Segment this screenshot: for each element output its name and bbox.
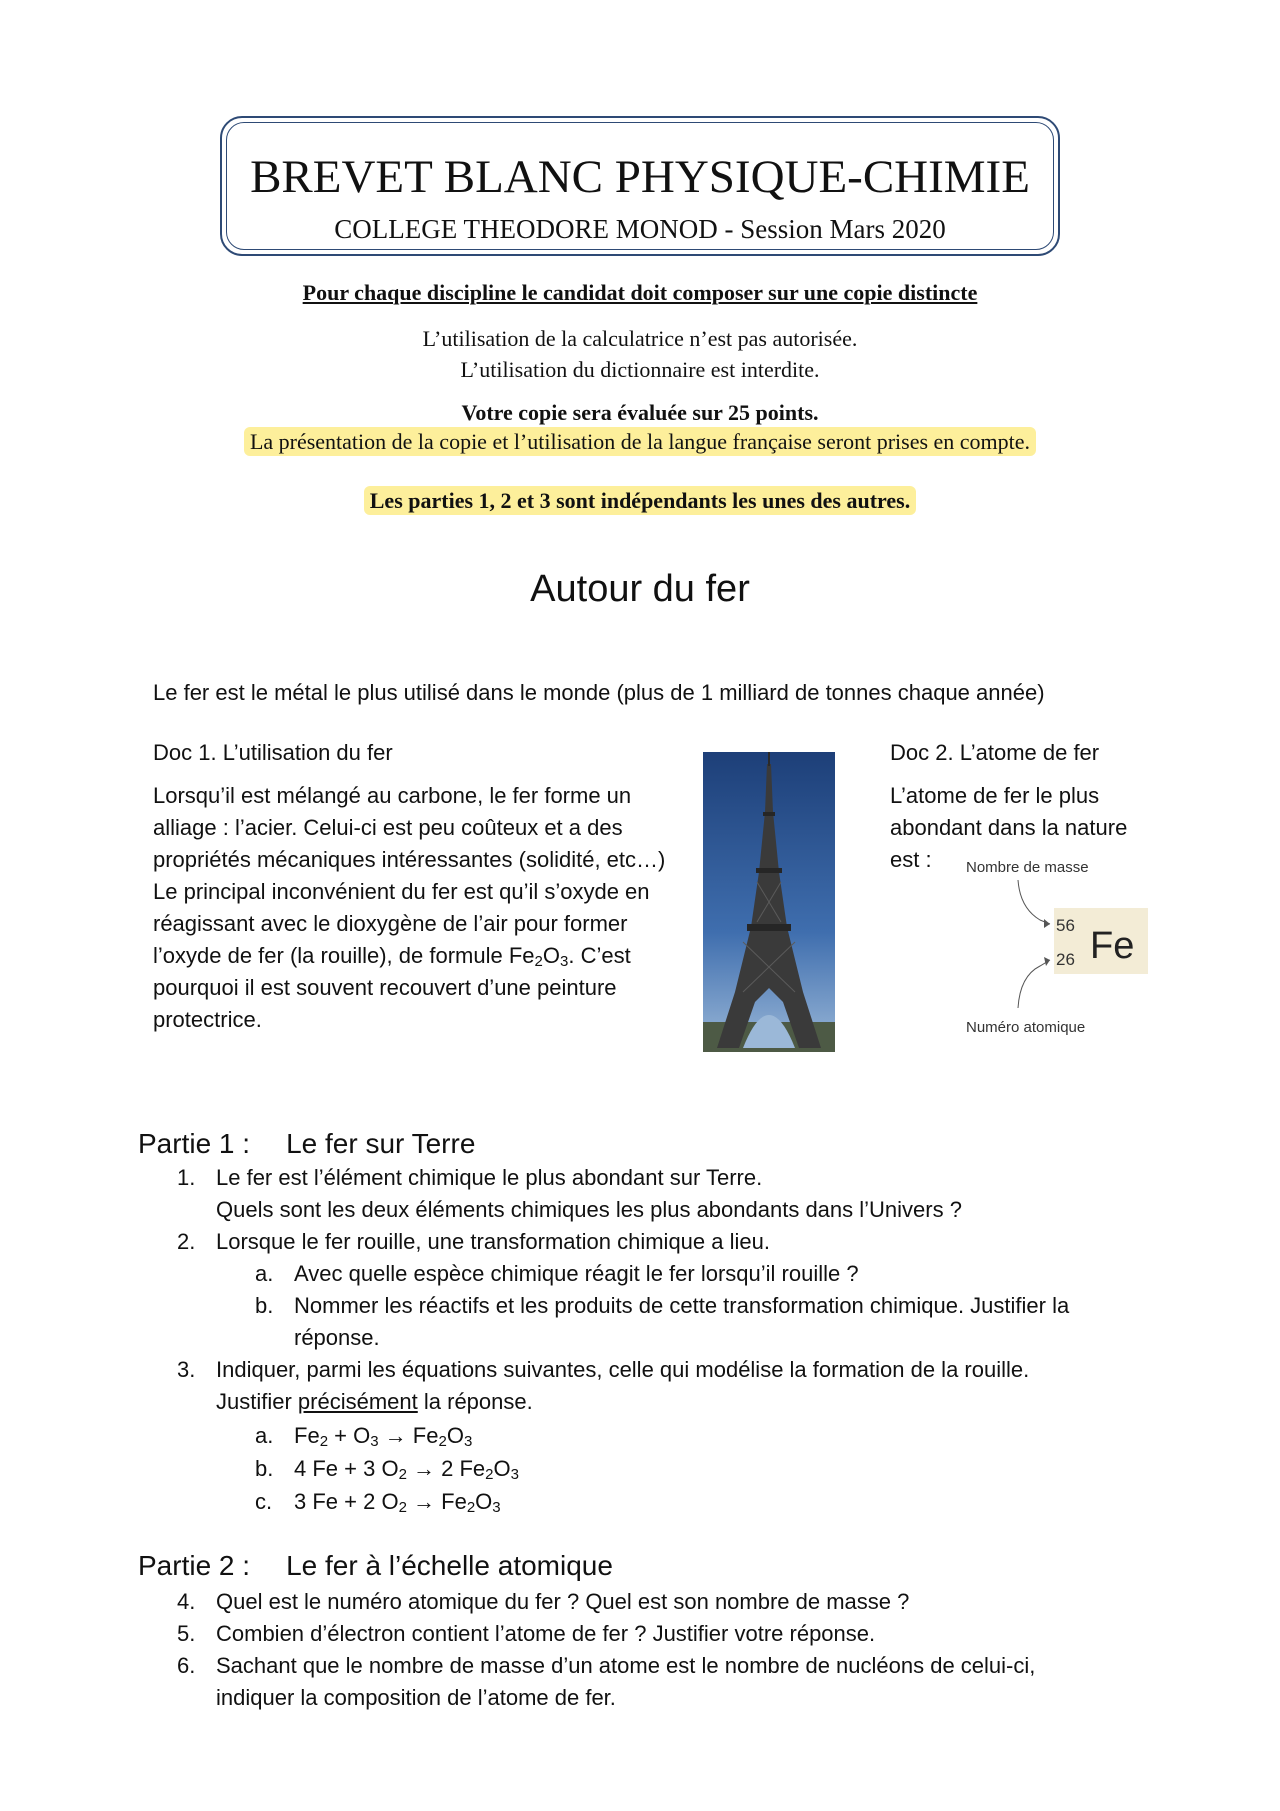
calculator-rule: L’utilisation de la calculatrice n’est pas autorisée.	[422, 326, 858, 351]
doc2-title: Doc 2. L’atome de fer	[890, 740, 1100, 765]
evaluation-note: Votre copie sera évaluée sur 25 points.	[461, 400, 819, 425]
iron-atom-notation-figure	[960, 858, 1150, 1038]
q3-number: 3.	[177, 1357, 196, 1382]
q6-number: 6.	[177, 1653, 196, 1678]
part2-heading	[138, 1550, 613, 1582]
q5-text: Combien d’électron contient l’atome de fer ? Justifier votre réponse.	[216, 1621, 876, 1646]
q2b-line2: réponse.	[294, 1325, 380, 1350]
part1-title: Le fer sur Terre	[286, 1128, 476, 1159]
equation-a: $Fe_2 + O_3 \to Fe_2O_3$	[294, 1423, 473, 1450]
q3-line2: Justifier précisément la réponse.	[216, 1389, 533, 1414]
q3-line1: Indiquer, parmi les équations suivantes, celle qui modélise la formation de la rouille.	[216, 1357, 1030, 1382]
part1-label: Partie 1 :	[138, 1128, 251, 1159]
parties-note-row	[0, 488, 1280, 514]
doc1-body	[153, 780, 683, 1036]
q2a-text: Avec quelle espèce chimique réagit le fer lorsqu’il rouille ?	[294, 1261, 859, 1286]
exam-subtitle: COLLEGE THEODORE MONOD - Session Mars 2020	[334, 214, 946, 244]
q5-number: 5.	[177, 1621, 196, 1646]
doc1-paragraph-2: Le principal inconvénient du fer est qu’il s’oxyde en réagissant avec le dioxygène de l’air pour former l’oxyde de fer (la rouille), de formule $Fe_2O_3$. C’est pourquoi il est souvent recouvert d’une peinture protectrice.	[153, 879, 650, 1032]
eiffel-tower-image	[703, 752, 835, 1052]
q2a-letter: a.	[255, 1261, 274, 1286]
dictionary-rule: L’utilisation du dictionnaire est interdite.	[460, 357, 820, 382]
presentation-note-row	[0, 429, 1280, 455]
part2-label: Partie 2 :	[138, 1550, 251, 1581]
main-title: Autour du fer	[530, 568, 750, 610]
atomic-number: 26	[1056, 950, 1075, 969]
q6-line2: indiquer la composition de l’atome de fer.	[216, 1685, 616, 1710]
q4-text: Quel est le numéro atomique du fer ? Quel est son nombre de masse ?	[216, 1589, 910, 1614]
q4-number: 4.	[177, 1589, 196, 1614]
header-box	[220, 116, 1060, 256]
q2-text: Lorsque le fer rouille, une transformation chimique a lieu.	[216, 1229, 770, 1254]
intro-text: Le fer est le métal le plus utilisé dans le monde (plus de 1 milliard de tonnes chaque année)	[153, 680, 1045, 705]
q1-number: 1.	[177, 1165, 196, 1190]
q2b-letter: b.	[255, 1293, 274, 1318]
doc1-title: Doc 1. L’utilisation du fer	[153, 740, 393, 765]
part1-heading	[138, 1128, 475, 1160]
eq-c-letter: c.	[255, 1489, 273, 1514]
q3-emphasis: précisément	[297, 1389, 418, 1414]
mass-number-label: Nombre de masse	[966, 859, 1089, 876]
atomic-number-label: Numéro atomique	[966, 1019, 1086, 1036]
q1-line1: Le fer est l’élément chimique le plus abondant sur Terre.	[216, 1165, 763, 1190]
parties-note: Les parties 1, 2 et 3 sont indépendants les unes des autres.	[364, 486, 916, 515]
element-symbol: Fe	[1090, 925, 1135, 967]
doc2-body: L’atome de fer le plus abondant dans la nature est :	[890, 783, 1128, 872]
q1-line2: Quels sont les deux éléments chimiques les plus abondants dans l’Univers ?	[216, 1197, 962, 1222]
eq-b-letter: b.	[255, 1456, 274, 1481]
doc1-paragraph-1: Lorsqu’il est mélangé au carbone, le fer forme un alliage : l’acier. Celui-ci est peu coûteux et a des propriétés mécaniques intéressantes (solidité, etc…)	[153, 783, 666, 872]
part2-title: Le fer à l’échelle atomique	[286, 1550, 613, 1581]
presentation-note: La présentation de la copie et l’utilisation de la langue française seront prises en compte.	[244, 427, 1036, 456]
copy-rule: Pour chaque discipline le candidat doit composer sur une copie distincte	[302, 280, 978, 305]
eq-a-letter: a.	[255, 1423, 274, 1448]
mass-number: 56	[1056, 916, 1075, 935]
equation-b: 4 Fe + 3 $O_2 \to 2$ $Fe_2O_3$	[294, 1456, 519, 1483]
equation-c: 3 Fe + 2 $O_2 \to Fe_2O_3$	[294, 1489, 501, 1516]
q2b-line1: Nommer les réactifs et les produits de cette transformation chimique. Justifier la	[294, 1293, 1070, 1318]
exam-title: BREVET BLANC PHYSIQUE-CHIMIE	[250, 151, 1030, 203]
q2-number: 2.	[177, 1229, 196, 1254]
q6-line1: Sachant que le nombre de masse d’un atome est le nombre de nucléons de celui-ci,	[216, 1653, 1036, 1678]
